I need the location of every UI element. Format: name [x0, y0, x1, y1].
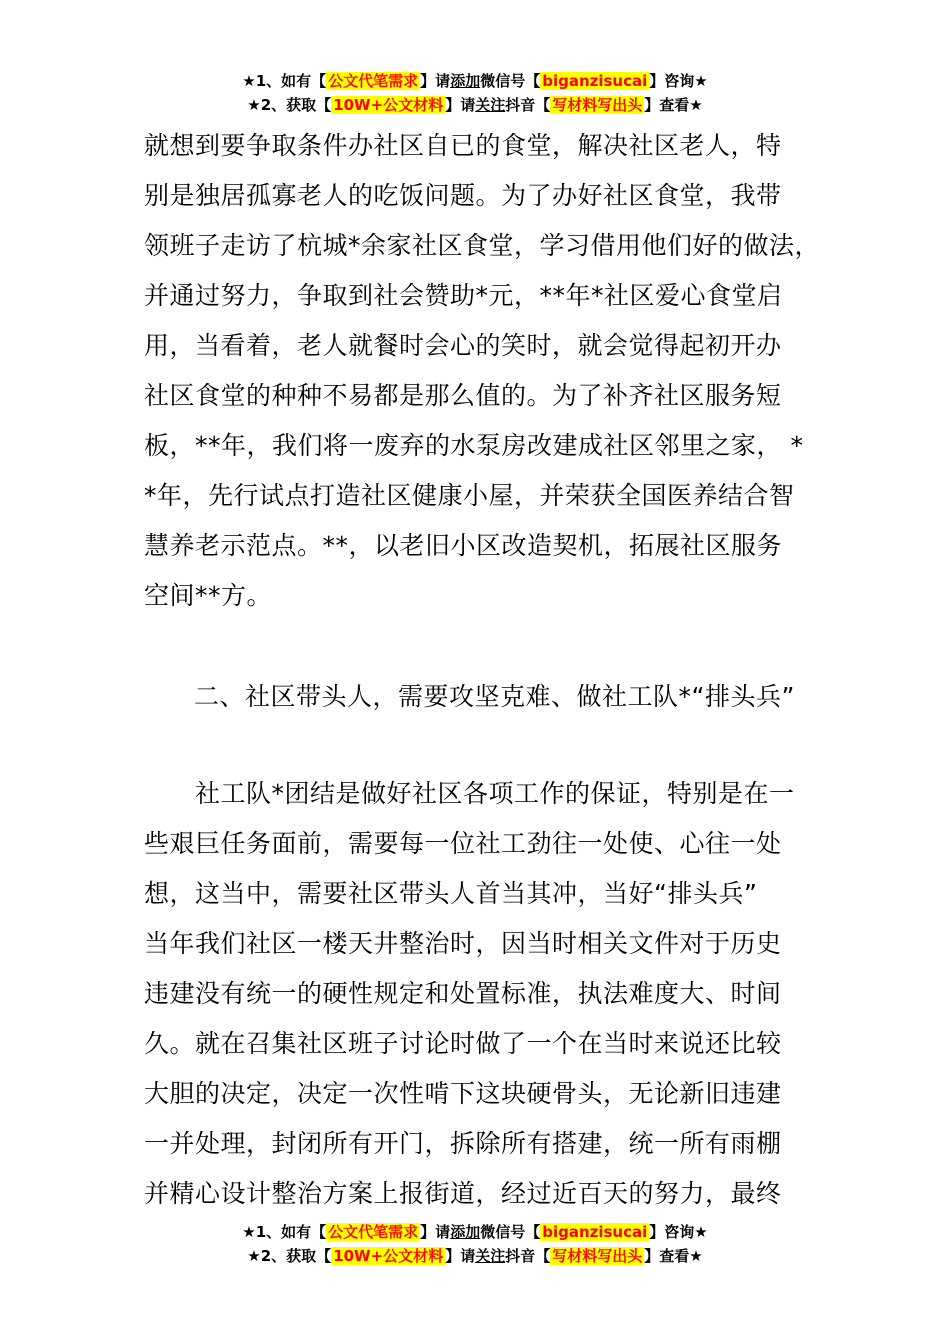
text-line: 慧养老示范点。**，以老旧小区改造契机，拓展社区服务: [144, 531, 783, 560]
banner-text: 】咨询★: [649, 72, 708, 90]
text-line: 社区食堂的种种不易都是那么值的。为了补齐社区服务短: [144, 381, 782, 410]
text-line: 并通过努力，争取到社会赞助*元，**年*社区爱心食堂启: [144, 281, 783, 310]
banner-line-2: [0, 93, 950, 117]
banner-underlined-text: 添加: [450, 1223, 481, 1241]
banner-text: ★2、获取【: [247, 1247, 332, 1265]
banner-underlined-text: 关注: [475, 1247, 506, 1265]
text-line: 板，**年，我们将一废弃的水泵房改建成社区邻里之家， *: [144, 431, 804, 460]
text-line: 别是独居孤寡老人的吃饭问题。为了办好社区食堂，我带: [144, 181, 782, 210]
highlight-wechat-id: biganzisucai: [542, 1223, 648, 1241]
banner-text: 】查看★: [644, 96, 703, 114]
section-heading: [194, 672, 862, 722]
highlight-materials: 10W+公文材料: [333, 96, 444, 114]
banner-text: ★2、获取【: [247, 96, 332, 114]
highlight-wechat-id: biganzisucai: [542, 72, 648, 90]
banner-text: 】请: [420, 72, 451, 90]
banner-line-2: [0, 1244, 950, 1268]
banner-text: 】查看★: [644, 1247, 703, 1265]
banner-line-1: [0, 1220, 950, 1244]
highlight-service: 公文代笔需求: [328, 72, 419, 90]
text-line: 用，当看着，老人就餐时会心的笑时，就会觉得起初开办: [144, 331, 782, 360]
text-line: 些艰巨任务面前，需要每一位社工劲往一处使、心往一处: [144, 829, 782, 858]
paragraph-1: [144, 121, 821, 621]
text-line: 社工队*团结是做好社区各项工作的保证，特别是在一: [144, 779, 795, 808]
banner-text: ★1、如有【: [242, 1223, 327, 1241]
footer-banner: [0, 1220, 950, 1268]
section-heading-text: 二、社区带头人，需要攻坚克难、做社工队*“排头兵”: [194, 682, 795, 711]
text-line: 想，这当中，需要社区带头人首当其冲，当好“排头兵”: [144, 879, 758, 908]
text-line: 就想到要争取条件办社区自已的食堂，解决社区老人，特: [144, 131, 782, 160]
text-line: 违建没有统一的硬性规定和处置标准，执法难度大、时间: [144, 979, 782, 1008]
banner-text: 抖音【: [505, 1247, 551, 1265]
banner-line-1: [0, 69, 950, 93]
banner-text: 微信号【: [480, 72, 541, 90]
banner-text: ★1、如有【: [242, 72, 327, 90]
banner-text: 】请: [445, 96, 476, 114]
text-line: 一并处理，封闭所有开门，拆除所有搭建，统一所有雨棚: [144, 1129, 782, 1158]
header-banner: [0, 69, 950, 117]
highlight-materials: 10W+公文材料: [333, 1247, 444, 1265]
banner-text: 】请: [420, 1223, 451, 1241]
banner-text: 抖音【: [505, 96, 551, 114]
highlight-douyin: 写材料写出头: [552, 96, 643, 114]
text-line: 空间**方。: [144, 581, 273, 610]
highlight-service: 公文代笔需求: [328, 1223, 419, 1241]
text-line: *年，先行试点打造社区健康小屋，并荣获全国医养结合智: [144, 481, 795, 510]
banner-underlined-text: 添加: [450, 72, 481, 90]
banner-text: 】请: [445, 1247, 476, 1265]
text-line: 大胆的决定，决定一次性啃下这块硬骨头，无论新旧违建: [144, 1079, 782, 1108]
text-line: 久。就在召集社区班子讨论时做了一个在当时来说还比较: [144, 1029, 782, 1058]
highlight-douyin: 写材料写出头: [552, 1247, 643, 1265]
banner-text: 微信号【: [480, 1223, 541, 1241]
text-line: 当年我们社区一楼天井整治时，因当时相关文件对于历史: [144, 929, 782, 958]
banner-underlined-text: 关注: [475, 96, 506, 114]
text-line: 领班子走访了杭城*余家社区食堂，学习借用他们好的做法，: [144, 231, 821, 260]
paragraph-2: [144, 769, 812, 1219]
banner-text: 】咨询★: [649, 1223, 708, 1241]
text-line: 并精心设计整治方案上报街道，经过近百天的努力，最终: [144, 1179, 782, 1208]
